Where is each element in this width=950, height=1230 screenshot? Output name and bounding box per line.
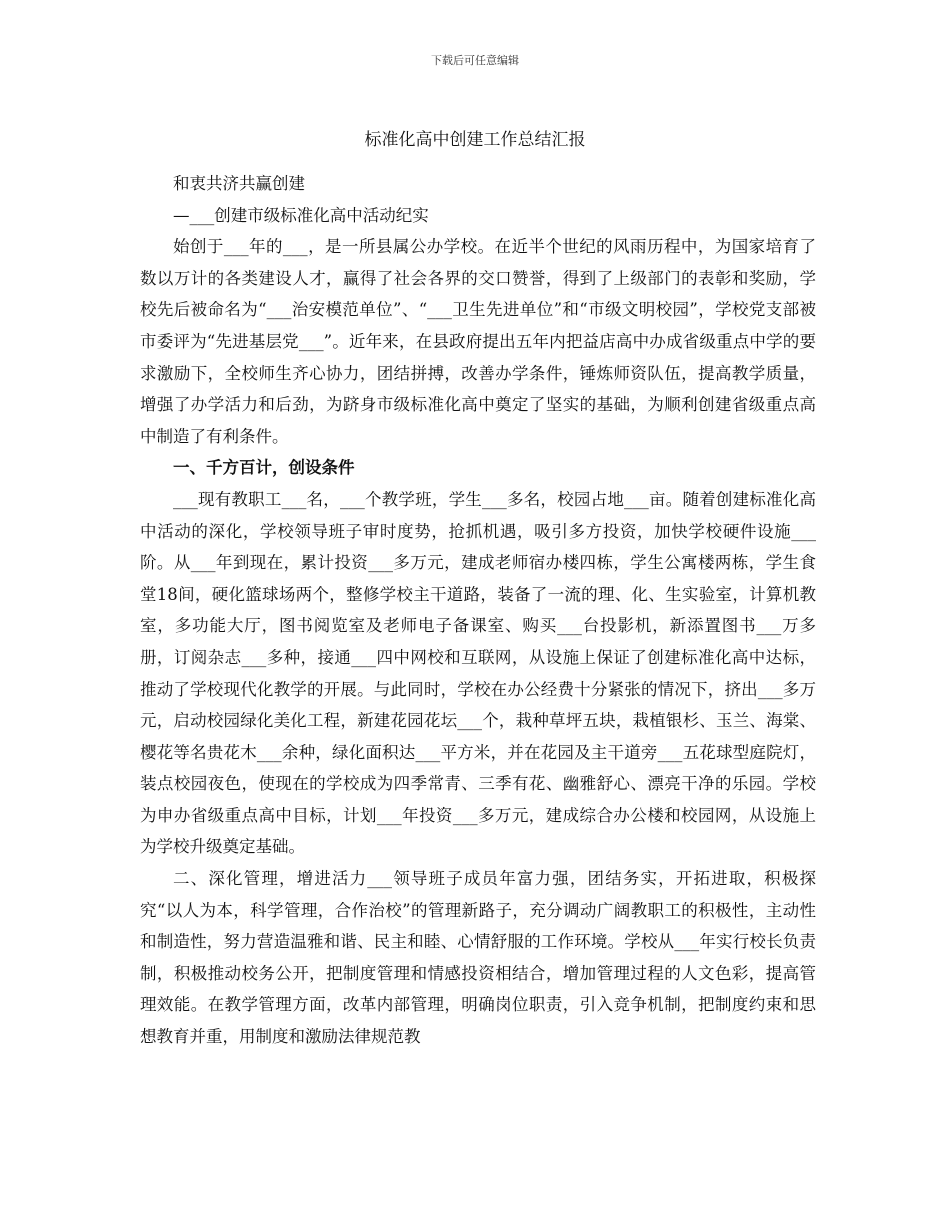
paragraph-intro: 始创于___年的___，是一所县属公办学校。在近半个世纪的风雨历程中，为国家培育了数以万计的各类建设人才，赢得了社会各界的交口赞誉，得到了上级部门的表彰和奖励，学校先后被命名为“___治安模范单位”、“___卫生先进单位”和“市级文明校园”，学校党支部被市委评为“先进基层党___”。近年来，在县政府提出五年内把益店高中办成省级重点中学的要求激励下，全校师生齐心协力，团结拼搏，改善办学条件，锤炼师资队伍，提高教学质量，增强了办学活力和后劲，为跻身市级标准化高中奠定了坚实的基础，为顺利创建省级重点高中制造了有利条件。 <box>140 237 816 446</box>
document-body <box>140 168 816 1053</box>
section-heading-1: 一、千方百计，创设条件 <box>173 458 355 478</box>
subtitle-line-2: —___创建市级标准化高中活动纪实 <box>173 205 429 225</box>
paragraph-section-2: 二、深化管理，增进活力___领导班子成员年富力强，团结务实，开拓进取，积极探究“以人为本，科学管理，合作治校”的管理新路子，充分调动广阔教职工的积极性，主动性和制造性，努力营造温雅和谐、民主和睦、心情舒服的工作环境。学校从___年实行校长负责制，积极推动校务公开，把制度管理和情感投资相结合，增加管理过程的人文色彩，提高管理效能。在教学管理方面，改革内部管理，明确岗位职责，引入竞争机制，把制度约束和思想教育并重，用制度和激励法律规范教 <box>140 869 816 1047</box>
page-header-note: 下载后可任意编辑 <box>431 54 519 67</box>
paragraph-section-1: ___现有教职工___名，___个教学班，学生___多名，校园占地___亩。随着创建标准化高中活动的深化，学校领导班子审时度势，抢抓机遇，吸引多方投资，加快学校硬件设施___阶。从___年到现在，累计投资___多万元，建成老师宿办楼四栋，学生公寓楼两栋，学生食堂18间，硬化篮球场两个，整修学校主干道路，装备了一流的理、化、生实验室，计算机教室，多功能大厅，图书阅览室及老师电子备课室、购买___台投影机，新添置图书___万多册，订阅杂志___多种，接通___四中网校和互联网，从设施上保证了创建标准化高中达标，推动了学校现代化教学的开展。与此同时，学校在办公经费十分紧张的情况下，挤出___多万元，启动校园绿化美化工程，新建花园花坛___个，栽种草坪五块，栽植银杉、玉兰、海棠、樱花等名贵花木___余种，绿化面积达___平方米，并在花园及主干道旁___五花球型庭院灯，装点校园夜色，使现在的学校成为四季常青、三季有花、幽雅舒心、漂亮干净的乐园。学校为申办省级重点高中目标，计划___年投资___多万元，建成综合办公楼和校园网，从设施上为学校升级奠定基础。 <box>140 489 816 857</box>
document-title: 标准化高中创建工作总结汇报 <box>364 130 586 150</box>
subtitle-line-1: 和衷共济共赢创建 <box>173 174 305 193</box>
